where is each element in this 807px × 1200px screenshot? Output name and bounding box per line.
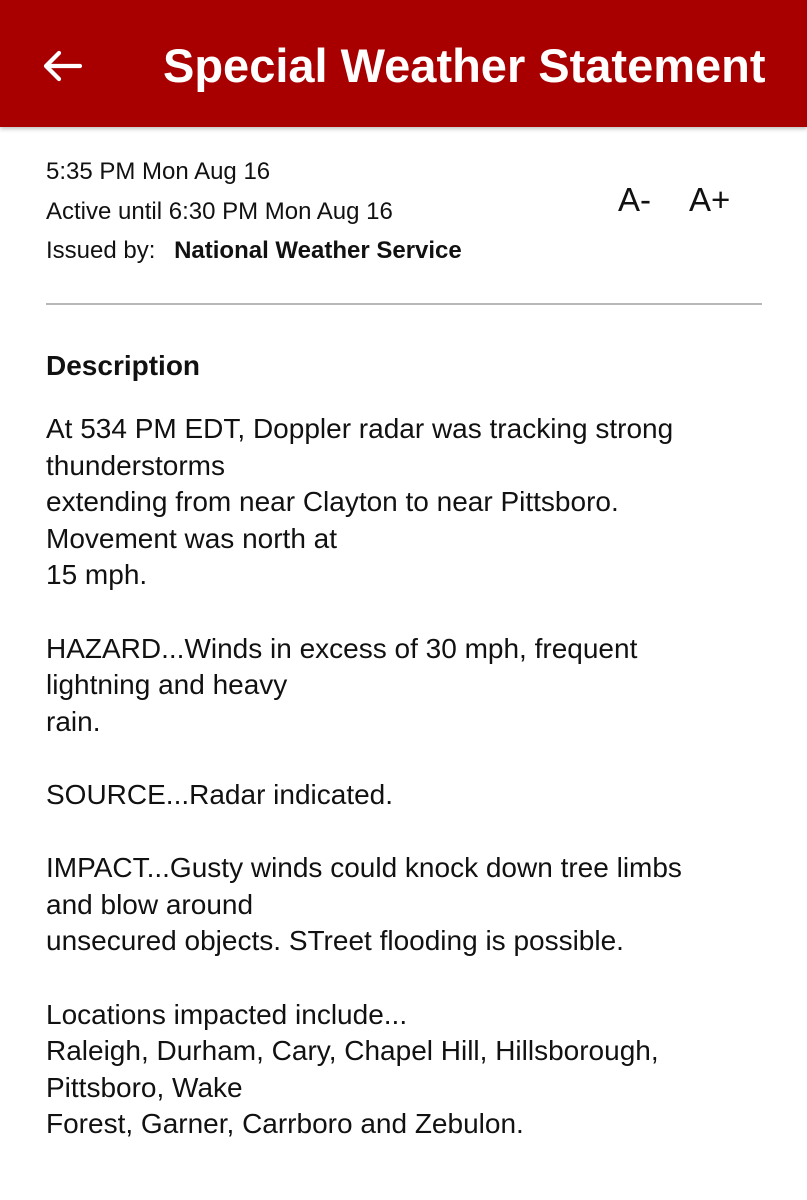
description-paragraph — [46, 850, 786, 960]
description-paragraph — [46, 631, 786, 741]
description-line: and blow around — [46, 888, 254, 920]
issued-by-value: National Weather Service — [174, 237, 462, 264]
issued-by-label: Issued by: — [46, 237, 156, 264]
description-paragraph — [46, 997, 786, 1143]
issued-by-row — [46, 231, 462, 271]
description-line: Pittsboro, Wake — [46, 1071, 243, 1103]
issued-time: 5:35 PM Mon Aug 16 — [46, 158, 271, 185]
description-paragraph — [46, 411, 786, 594]
description-line: Forest, Garner, Carrboro and Zebulon. — [46, 1108, 524, 1140]
alert-meta — [46, 152, 462, 271]
description-line: Locations impacted include... — [46, 998, 408, 1030]
description-line: At 534 PM EDT, Doppler radar was tracking strong — [46, 413, 674, 444]
description-line: Raleigh, Durham, Cary, Chapel Hill, Hillsborough, — [46, 1035, 659, 1067]
description-line: IMPACT...Gusty winds could knock down tree limbs — [46, 852, 682, 884]
description-heading: Description — [46, 350, 201, 381]
description-line: thunderstorms — [46, 449, 225, 481]
description-line: Movement was north at — [46, 522, 338, 554]
description-line: HAZARD...Winds in excess of 30 mph, frequent — [46, 632, 638, 664]
description-line: SOURCE...Radar indicated. — [46, 778, 394, 810]
app-bar — [0, 0, 807, 127]
back-button[interactable] — [36, 40, 88, 92]
description-paragraph — [46, 777, 786, 814]
font-size-controls — [618, 178, 730, 222]
description-body — [46, 411, 786, 1179]
divider — [46, 303, 762, 305]
decrease-font-button[interactable]: A- — [618, 181, 651, 218]
description-line: 15 mph. — [46, 559, 148, 591]
active-until: Active until 6:30 PM Mon Aug 16 — [46, 197, 393, 225]
arrow-left-icon — [42, 50, 82, 82]
description-line: rain. — [46, 705, 101, 737]
increase-font-button[interactable]: A+ — [689, 181, 731, 218]
description-line: lightning and heavy — [46, 669, 288, 701]
page-title: Special Weather Statement — [163, 39, 766, 92]
description-line: unsecured objects. STreet flooding is possible. — [46, 925, 624, 957]
description-line: extending from near Clayton to near Pittsboro. — [46, 486, 619, 518]
